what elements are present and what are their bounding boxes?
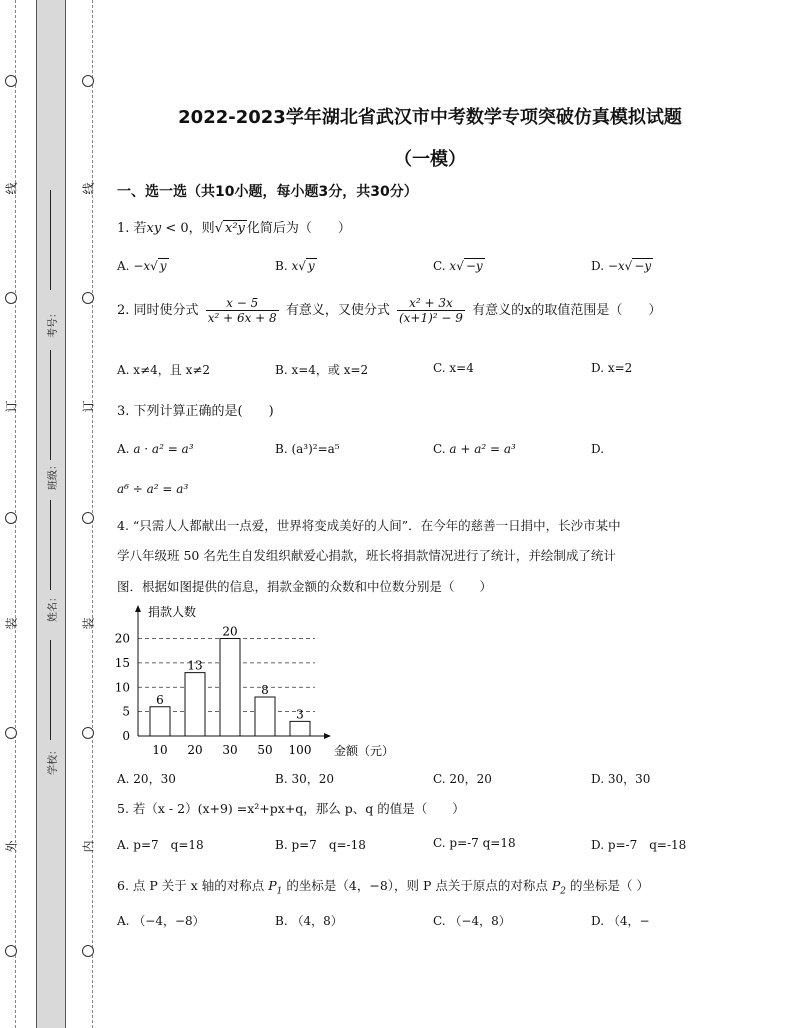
exam-number-line [50, 190, 51, 290]
q2-prefix: 2. 同时使分式 [117, 303, 199, 318]
x-axis-label: 金额（元） [334, 744, 395, 758]
q5-option-a[interactable]: A. p=7 q=18 [117, 838, 204, 852]
q2-option-b[interactable]: B. x=4，或 x=2 [275, 363, 369, 377]
x-tick-label: 10 [152, 743, 168, 757]
radical-sign: √ [214, 221, 223, 236]
school-label: 学校： [48, 745, 59, 775]
binding-hole [5, 512, 17, 524]
q3-option-a[interactable]: A. a · a² = a³ [117, 442, 194, 456]
y-tick-label: 5 [122, 704, 130, 719]
x-tick-label: 20 [187, 743, 203, 757]
x-tick-label: 30 [222, 743, 238, 757]
y-axis-label: 捐款人数 [148, 605, 197, 619]
q5-option-b[interactable]: B. p=7 q=-18 [275, 838, 366, 852]
bar-value-label: 8 [261, 683, 269, 697]
question-6-stem: 6. 点 P 关于 x 轴的对称点 $P_1$ 的坐标是（4，−8），则 P 点关于原点的对称点 $P_2$ 的坐标是（ ） [117, 878, 649, 897]
q6-option-b[interactable]: B. （4，8） [275, 914, 343, 928]
bar-value-label: 20 [222, 624, 238, 639]
margin-char: 订 [4, 400, 19, 413]
q2-option-a[interactable]: A. x≠4，且 x≠2 [117, 363, 211, 377]
q4-option-d[interactable]: D. 30，30 [591, 772, 651, 786]
x-tick-label: 100 [288, 743, 312, 757]
question-4-line-2: 学八年级班 50 名先生自发组织献爱心捐款，班长将捐款情况进行了统计，并绘制成了统计 [117, 548, 616, 563]
binding-hole [5, 292, 17, 304]
q6-option-a[interactable]: A. （−4，−8） [117, 914, 205, 928]
binding-hole [5, 75, 17, 87]
q3-option-c[interactable]: C. a + a² = a³ [433, 442, 516, 456]
bar-value-label: 3 [296, 707, 304, 722]
q2-suffix: 有意义的x的取值范围是（ ） [472, 303, 662, 318]
q1-option-a[interactable]: A. −x√ y [117, 259, 167, 273]
y-axis-arrow [135, 605, 141, 612]
q1-option-c[interactable]: C. x√ −y [433, 259, 483, 273]
margin-char: 内 [81, 840, 96, 853]
q6-option-d[interactable]: D. （4，− [591, 914, 650, 928]
margin-char: 线 [81, 182, 96, 195]
q3-option-d[interactable]: D. [591, 442, 605, 456]
y-tick-label: 20 [114, 631, 130, 646]
q1-option-d[interactable]: D. −x√ −y [591, 259, 652, 273]
page-title: 2022-2023学年湖北省武汉市中考数学专项突破仿真模拟试题 [178, 107, 682, 128]
x-axis-arrow [324, 733, 331, 739]
q1-suffix: 化简后为（ ） [246, 221, 351, 236]
exam-number-label: 考号： [48, 308, 59, 338]
margin-char: 装 [4, 617, 19, 630]
section-heading: 一、选一选（共10小题，每小题3分，共30分） [117, 184, 418, 200]
bar-value-label: 13 [187, 658, 203, 673]
q1-condition-rel: < 0 [161, 221, 189, 236]
school-line [50, 640, 51, 740]
q1-condition: xy [146, 221, 162, 236]
question-4-line-1: 4. “只需人人都献出一点爱，世界将变成美好的人间”．在今年的慈善一日捐中，长沙市某中 [117, 518, 621, 533]
bar-50 [255, 697, 275, 736]
margin-char: 装 [81, 617, 96, 630]
q2-option-c[interactable]: C. x=4 [433, 361, 474, 375]
question-3-stem: 3. 下列计算正确的是( ) [117, 404, 274, 419]
q1-option-b[interactable]: B. x√ y [275, 259, 315, 273]
q6-option-c[interactable]: C. （−4，8） [433, 914, 511, 928]
name-line [50, 500, 51, 590]
margin-char: 外 [4, 840, 19, 853]
binding-hole [82, 292, 94, 304]
q2-mid: 有意义，又使分式 [285, 303, 390, 318]
q3-option-d-expression: a⁶ ÷ a² = a³ [117, 482, 189, 496]
question-2-stem [117, 296, 661, 325]
question-5-stem: 5. 若（x - 2）(x+9) =x²+px+q，那么 p、q 的值是（ ） [117, 801, 465, 816]
binding-strip [36, 0, 66, 1028]
bar-value-label: 6 [156, 692, 164, 707]
binding-hole [82, 727, 94, 739]
binding-hole [5, 945, 17, 957]
q1-radicand: x²y [224, 221, 245, 236]
q1-prefix: 1. 若 [117, 221, 147, 236]
bar-10 [150, 707, 170, 736]
name-label: 姓名： [48, 592, 59, 622]
margin-char: 线 [4, 182, 19, 195]
x-tick-label: 50 [257, 743, 273, 757]
q3-option-b[interactable]: B. (a³)²=a⁵ [275, 442, 340, 456]
class-label: 班级： [48, 460, 59, 490]
bar-30 [220, 639, 240, 737]
donation-bar-chart [110, 603, 410, 763]
binding-hole [82, 75, 94, 87]
y-tick-label: 0 [122, 729, 130, 743]
q4-option-c[interactable]: C. 20，20 [433, 772, 492, 786]
binding-hole [82, 512, 94, 524]
q2-fraction-1: $\frac{x - 5}{\text{x² + 6x + 8}}$ [207, 296, 277, 325]
binding-hole [5, 727, 17, 739]
chart-bars [150, 625, 310, 737]
question-1-stem [117, 217, 351, 236]
question-4-line-3: 图．根据如图提供的信息，捐款金额的众数和中位数分别是（ ） [117, 579, 493, 594]
margin-char: 订 [81, 400, 96, 413]
y-tick-label: 15 [114, 655, 130, 670]
y-tick-label: 10 [114, 680, 130, 695]
class-line [50, 350, 51, 460]
q4-option-a[interactable]: A. 20，30 [117, 772, 176, 786]
q2-option-d[interactable]: D. x=2 [591, 361, 633, 375]
bar-20 [185, 673, 205, 736]
q4-option-b[interactable]: B. 30，20 [275, 772, 334, 786]
bar-100 [290, 721, 310, 736]
page-subtitle: （一模） [394, 149, 466, 170]
q5-option-c[interactable]: C. p=-7 q=18 [433, 836, 516, 850]
q1-mid: ，则 [188, 221, 215, 236]
q2-fraction-2: $\frac{\text{x² + 3x}}{\text{(x+1)² − 9}}$ [398, 296, 463, 325]
binding-hole [82, 945, 94, 957]
q5-option-d[interactable]: D. p=-7 q=-18 [591, 838, 687, 852]
